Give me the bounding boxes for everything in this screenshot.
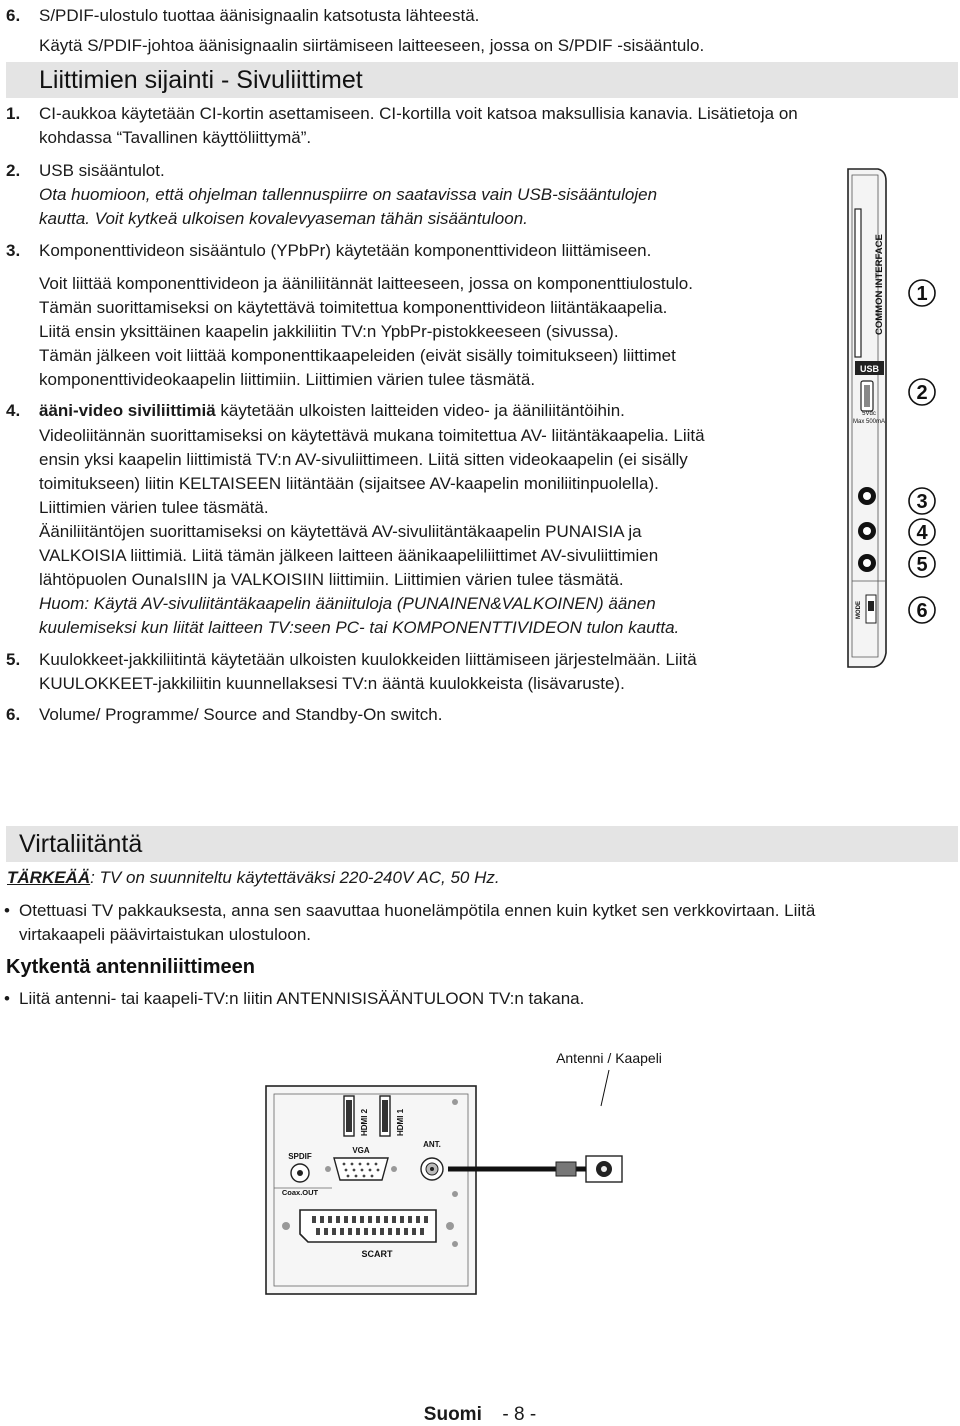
headphone-line-2: KUULOKKEET-jakkiliitin kuunnellaksesi TV:n ääntä kuulokkeista (lisävaruste). — [39, 674, 625, 693]
usb-spec-current: Max 500mA — [852, 419, 886, 425]
antenna-port-pin — [430, 1167, 434, 1171]
mode-label: MODE — [856, 601, 862, 619]
callout-number: 2 — [916, 382, 928, 404]
av-line-4: Liittimien värien tulee täsmätä. — [39, 498, 269, 517]
callout-5 — [909, 551, 935, 577]
spdif-line-2: Käytä S/PDIF-johtoa äänisignaalin siirtämiseen laitteeseen, jossa on S/PDIF -sisääntulo. — [39, 36, 705, 55]
component-jack-hole — [863, 492, 871, 500]
av-note-2: kuulemiseksi kun liität laitteen TV:seen PC- tai KOMPONENTTIVIDEON tulon kautta. — [39, 618, 680, 637]
scart-screw-right — [446, 1222, 454, 1230]
side-connector-panel — [838, 165, 960, 675]
item-number: 6. — [6, 705, 21, 724]
usb-line: USB sisääntulot. — [39, 161, 165, 180]
side-connectors-title: Liittimien sijainti - Sivuliittimet — [39, 66, 363, 94]
ci-label: COMMON INTERFACE — [874, 234, 885, 335]
power-title: Virtaliitäntä — [19, 830, 143, 858]
callout-1 — [909, 280, 935, 306]
av-line-5: Ääniliitäntöjen suorittamiseksi on käytettävä AV-sivuliitäntäkaapelin PUNAISIA ja — [39, 522, 642, 541]
usb-spec-voltage: 5Vdc — [862, 411, 876, 417]
hdmi2-port-inner — [346, 1100, 352, 1132]
av-line-2: ensin yksi kaapelin liittimistä TV:n AV-sivuliittimeen. Liitä sitten videokaapelin (ei sisälly — [39, 450, 688, 469]
important-label: TÄRKEÄÄ — [7, 868, 91, 887]
component-line-1: Komponenttivideon sisääntulo (YPbPr) käytetään komponenttivideon liittämiseen. — [39, 241, 652, 260]
antenna-cable-label: Antenni / Kaapeli — [556, 1050, 662, 1066]
coax-label: Coax.OUT — [281, 1188, 319, 1197]
av-lead-rest: käytetään ulkoisten laitteiden video- ja ääniliitäntöihin. — [215, 401, 625, 420]
screw — [452, 1191, 458, 1197]
av-line-3: toimitukseen) liitin KELTAISEEN liitäntään (sijaitsee AV-kaapelin moniliitinpuolella). — [39, 474, 659, 493]
vga-screw-right — [391, 1166, 397, 1172]
hdmi2-label: HDMI 2 — [360, 1108, 369, 1136]
component-line-6: komponenttivideokaapelin liittimiin. Liittimien värien tulee täsmätä. — [39, 370, 536, 389]
item-number: 1. — [6, 104, 21, 123]
usb-note-1: Ota huomioon, että ohjelman tallennuspiirre on saatavissa vain USB-sisääntulojen — [39, 185, 658, 204]
vga-screw-left — [325, 1166, 331, 1172]
switch-line: Volume/ Programme/ Source and Standby-On switch. — [39, 705, 443, 724]
callout-4 — [909, 519, 935, 545]
callout-number: 6 — [916, 600, 928, 622]
component-line-4: Liitä ensin yksittäinen kaapelin jakkiliitin TV:n YpbPr-pistokkeeseen (sivussa). — [39, 322, 619, 341]
callout-3 — [909, 488, 935, 514]
usb-label: USB — [859, 364, 880, 374]
footer-page-number: - 8 - — [502, 1404, 537, 1425]
screw — [452, 1241, 458, 1247]
component-line-5: Tämän jälkeen voit liittää komponenttikaapeleiden (eivät sisälly toimitukseen) liittimet — [39, 346, 676, 365]
av-jack-hole — [863, 527, 871, 535]
cable-plug — [556, 1162, 576, 1176]
callout-2 — [909, 379, 935, 405]
bullet-mark: • — [4, 901, 10, 920]
item-number: 5. — [6, 650, 21, 669]
spdif-line-1: S/PDIF-ulostulo tuottaa äänisignaalin katsotusta lähteestä. — [39, 6, 480, 25]
ci-line-2: kohdassa “Tavallinen käyttöliittymä”. — [39, 128, 312, 147]
av-lead-line — [39, 399, 625, 422]
wall-socket-pin — [601, 1166, 607, 1172]
headphone-line-1: Kuulokkeet-jakkiliitintä käytetään ulkoisten kuulokkeiden liittämiseen järjestelmään. Liitä — [39, 650, 697, 669]
vga-label: VGA — [352, 1146, 370, 1155]
av-bold-lead: ääni-video siviliittimiä — [39, 401, 216, 420]
rear-connector-panel — [260, 1040, 700, 1300]
av-line-6: VALKOISIA liittimiä. Liitä tämän jälkeen laitteen äänikaapeliliittimet AV-sivuliittimien — [39, 546, 659, 565]
ant-label: ANT. — [423, 1140, 441, 1149]
component-line-3: Tämän suorittamiseksi on käytettävä toimitettua komponenttivideon liitäntäkaapelia. — [39, 298, 668, 317]
item-number: 3. — [6, 241, 21, 260]
item-number: 6. — [6, 6, 21, 25]
usb-note-2: kautta. Voit kytkeä ulkoisen kovalevyaseman tähän sisääntuloon. — [39, 209, 528, 228]
spdif-label: SPDIF — [288, 1152, 312, 1161]
callout-number: 4 — [916, 522, 928, 544]
component-line-2: Voit liittää komponenttivideon ja ääniliitännät laitteeseen, jossa on komponenttiulostulo. — [39, 274, 693, 293]
mode-switch-knob — [868, 601, 874, 611]
antenna-title: Kytkentä antenniliittimeen — [6, 956, 255, 978]
vga-port — [334, 1158, 388, 1180]
callout-number: 3 — [916, 491, 928, 513]
callout-6 — [909, 597, 935, 623]
ci-line-1: CI-aukkoa käytetään CI-kortin asettamiseen. CI-kortilla voit katsoa maksullisia kanavia. Lisätietoja on — [39, 104, 798, 123]
screw — [452, 1099, 458, 1105]
scart-screw-left — [282, 1222, 290, 1230]
footer-language: Suomi — [423, 1404, 482, 1425]
spdif-port-center — [297, 1170, 303, 1176]
scart-port — [300, 1210, 436, 1242]
callout-number: 1 — [916, 283, 928, 305]
antenna-bullet: Liitä antenni- tai kaapeli-TV:n liitin ANTENNISISÄÄNTULOON TV:n takana. — [19, 989, 585, 1008]
label-leader-line — [601, 1070, 609, 1106]
callout-number: 5 — [916, 554, 928, 576]
hdmi1-port-inner — [382, 1100, 388, 1132]
bullet-mark: • — [4, 989, 10, 1008]
hdmi1-label: HDMI 1 — [396, 1108, 405, 1136]
scart-label: SCART — [361, 1249, 393, 1259]
item-number: 4. — [6, 401, 21, 420]
headphone-jack-hole — [863, 559, 871, 567]
usb-port-inner — [864, 385, 870, 407]
item-number: 2. — [6, 161, 21, 180]
power-bullet-line-1: Otettuasi TV pakkauksesta, anna sen saavuttaa huonelämpötila ennen kuin kytket sen verkkovirtaan. Liitä — [19, 901, 816, 920]
heading-bar — [6, 826, 958, 862]
power-bullet-line-2: virtakaapeli päävirtaistukan ulostuloon. — [19, 925, 312, 944]
av-line-1: Videoliitännän suorittamiseksi on käytettävä mukana toimitettua AV- liitäntäkaapelia. Liitä — [39, 426, 705, 445]
important-line — [7, 866, 500, 889]
ci-slot — [855, 209, 861, 357]
important-text: : TV on suunniteltu käytettäväksi 220-240V AC, 50 Hz. — [90, 868, 500, 887]
av-line-7: lähtöpuolen OunaIsIIN ja VALKOISIIN liittimiin. Liittimien värien tulee täsmätä. — [39, 570, 624, 589]
av-note-1: Huom: Käytä AV-sivuliitäntäkaapelin ääniituloja (PUNAINEN&VALKOINEN) äänen — [39, 594, 656, 613]
